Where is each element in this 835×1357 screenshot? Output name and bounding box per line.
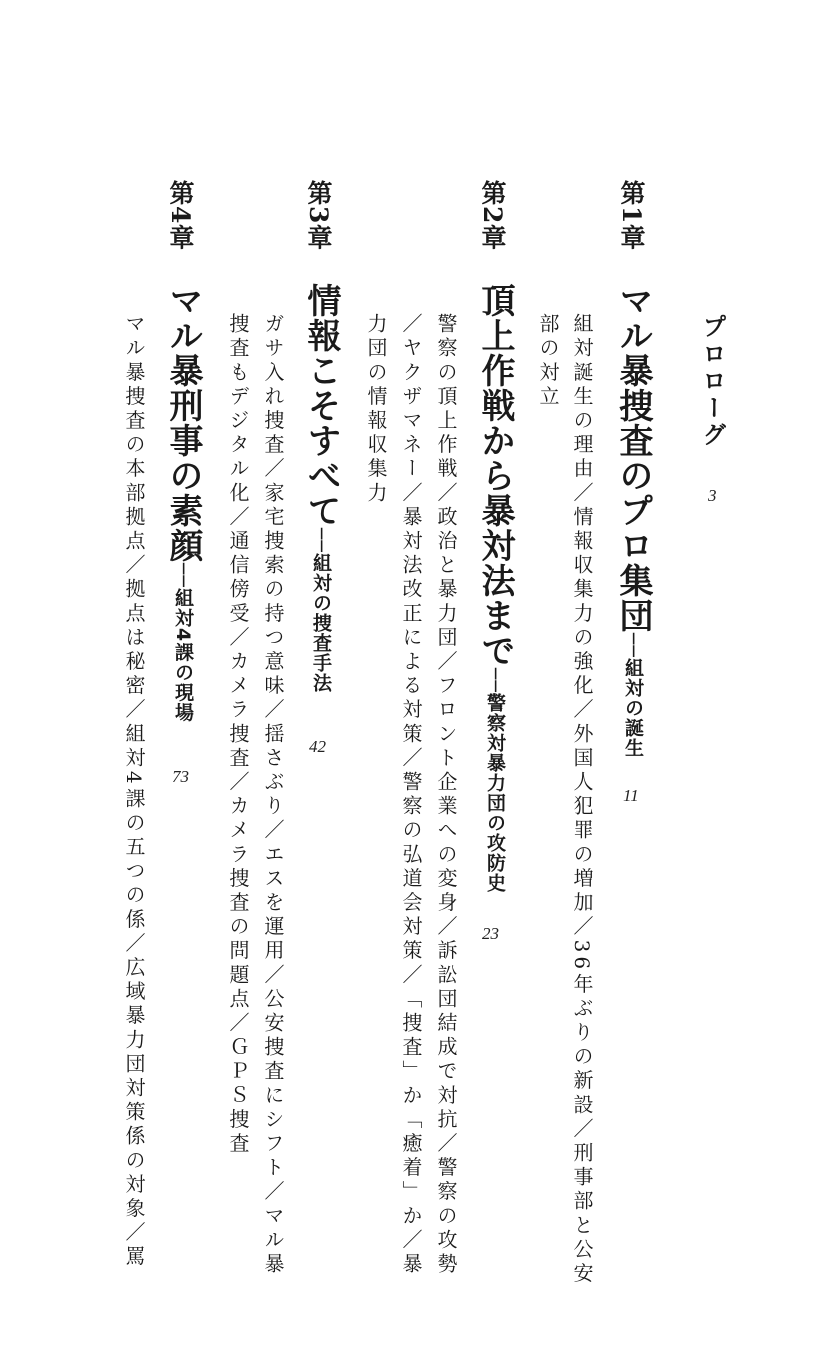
chapter-4-subtitle: ──組対4課の現場 xyxy=(172,563,194,723)
chapter-3-title-main: 情報こそすべて xyxy=(301,283,341,528)
chapter-1-page-number: 11 xyxy=(623,786,639,805)
chapter-1-body-line-2: 部の対立 xyxy=(536,313,560,410)
chapter-4-page-number: 73 xyxy=(172,767,189,786)
chapter-1-title-main: マル暴捜査のプロ集団 xyxy=(613,283,653,633)
chapter-3-body-line-1: ガサ入れ捜査／家宅捜索の持つ意味／揺さぶり／エスを運用／公安捜査にシフト／マル暴 xyxy=(261,313,285,1277)
chapter-1-subtitle: ──組対の誕生 xyxy=(622,633,644,758)
chapter-2-body-line-2: ／ヤクザマネー／暴対法改正による対策／警察の弘道会対策／「捜査」か「癒着」か／暴 xyxy=(399,313,423,1277)
chapter-4-body-line-1: マル暴捜査の本部拠点／拠点は秘密／組対4課の五つの係／広域暴力団対策係の対象／罵 xyxy=(122,313,146,1270)
chapter-3-subtitle: ──組対の捜査手法 xyxy=(310,528,332,693)
chapter-2-page-number: 23 xyxy=(482,924,499,943)
chapter-2-title-main: 頂上作戦から暴対法まで xyxy=(475,283,515,668)
prologue-title: プロローグ xyxy=(698,314,727,449)
chapter-4-label: 第4章 xyxy=(166,180,195,251)
chapter-4-title xyxy=(163,283,203,723)
chapter-3-label: 第3章 xyxy=(304,180,333,251)
chapter-3-body-line-2: 捜査もデジタル化／通信傍受／カメラ捜査／カメラ捜査の問題点／ＧＰＳ捜査 xyxy=(226,313,250,1157)
chapter-3-page-number: 42 xyxy=(309,737,326,756)
chapter-4-title-main: マル暴刑事の素顔 xyxy=(163,283,203,563)
prologue-page-number: 3 xyxy=(708,486,717,505)
chapter-2-subtitle: ──警察対暴力団の攻防史 xyxy=(484,668,506,893)
chapter-2-body-line-1: 警察の頂上作戦／政治と暴力団／フロント企業への変身／訴訟団結成で対抗／警察の攻勢 xyxy=(434,313,458,1277)
chapter-1-body-line-1: 組対誕生の理由／情報収集力の強化／外国人犯罪の増加／36年ぶりの新設／刑事部と公安 xyxy=(570,313,594,1287)
chapter-2-title xyxy=(475,283,515,893)
chapter-1-title xyxy=(613,283,653,758)
chapter-2-body-line-3: 力団の情報収集力 xyxy=(364,313,388,506)
chapter-2-label: 第2章 xyxy=(478,180,507,251)
chapter-3-title xyxy=(301,283,341,693)
chapter-1-label: 第1章 xyxy=(617,180,646,251)
